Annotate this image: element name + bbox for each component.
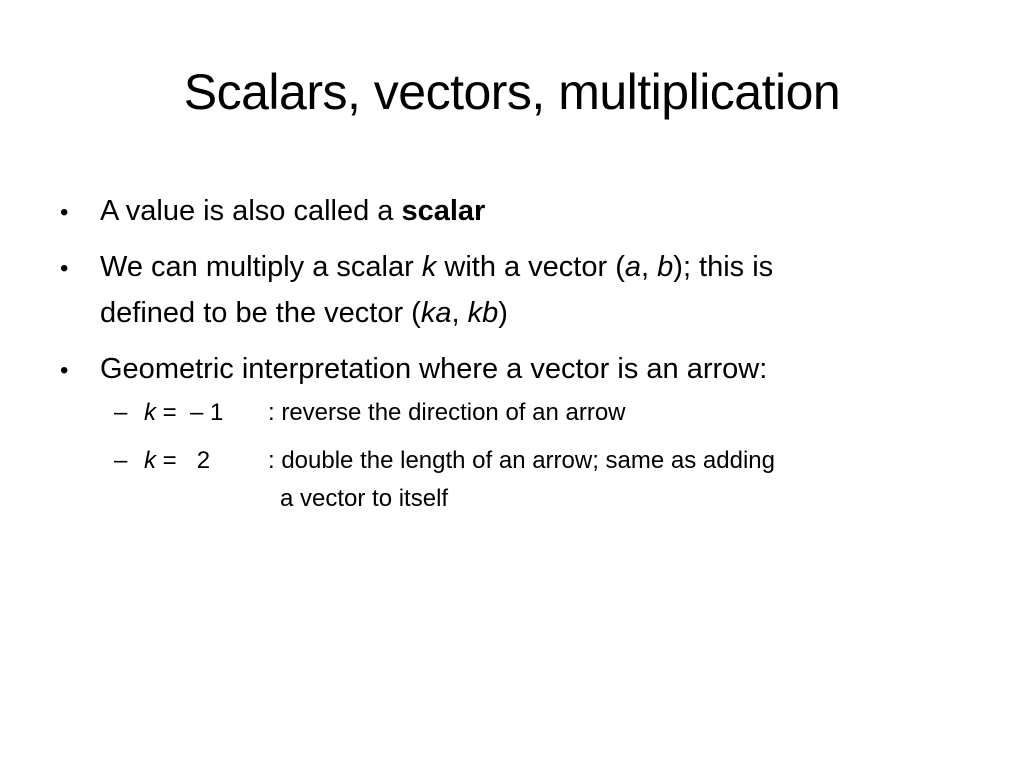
slide-title: Scalars, vectors, multiplication (183, 64, 841, 120)
k-value (144, 442, 268, 480)
sub-explanation-line1: : double the length of an arrow; same as adding (268, 447, 775, 474)
bullet-text: ) (498, 297, 508, 329)
sub-explanation: : reverse the direction of an arrow (268, 399, 626, 426)
bullet-text: defined to be the vector ( (100, 297, 421, 329)
bullet-text: ); this is (673, 251, 774, 283)
sub-bullet-double (58, 442, 978, 518)
slide-body (58, 188, 978, 528)
var-b: b (657, 251, 674, 283)
k-value (144, 394, 268, 432)
dash-icon: – (114, 399, 128, 426)
bullet-text: Geometric interpretation where a vector is an arrow: (100, 353, 768, 385)
bullet-text: , (641, 251, 658, 283)
var-ka: ka (420, 297, 452, 329)
bullet-text: with a vector ( (436, 251, 625, 283)
bullet-geometric (58, 346, 978, 392)
bullet-scalar (58, 188, 978, 234)
sub-bullet-reverse (58, 394, 978, 432)
bullet-multiply (58, 244, 978, 336)
var-kb: kb (467, 297, 499, 329)
bullet-dot-icon (60, 244, 80, 292)
bold-term: scalar (401, 195, 486, 227)
bullet-text: We can multiply a scalar (100, 251, 422, 283)
var-k: k (144, 399, 156, 426)
var-k: k (421, 251, 437, 283)
bullet-text: A value is also called a (100, 195, 402, 227)
var-k: k (144, 447, 156, 474)
k-equals: = 2 (156, 447, 211, 474)
bullet-text: , (451, 297, 468, 329)
sub-explanation-line2: a vector to itself (280, 485, 449, 512)
bullet-dot-icon (60, 188, 80, 236)
dash-icon: – (114, 447, 128, 474)
var-a: a (624, 251, 642, 283)
k-equals: = – 1 (156, 399, 224, 426)
bullet-dot-icon (60, 346, 80, 394)
sub-explanation (268, 442, 948, 518)
